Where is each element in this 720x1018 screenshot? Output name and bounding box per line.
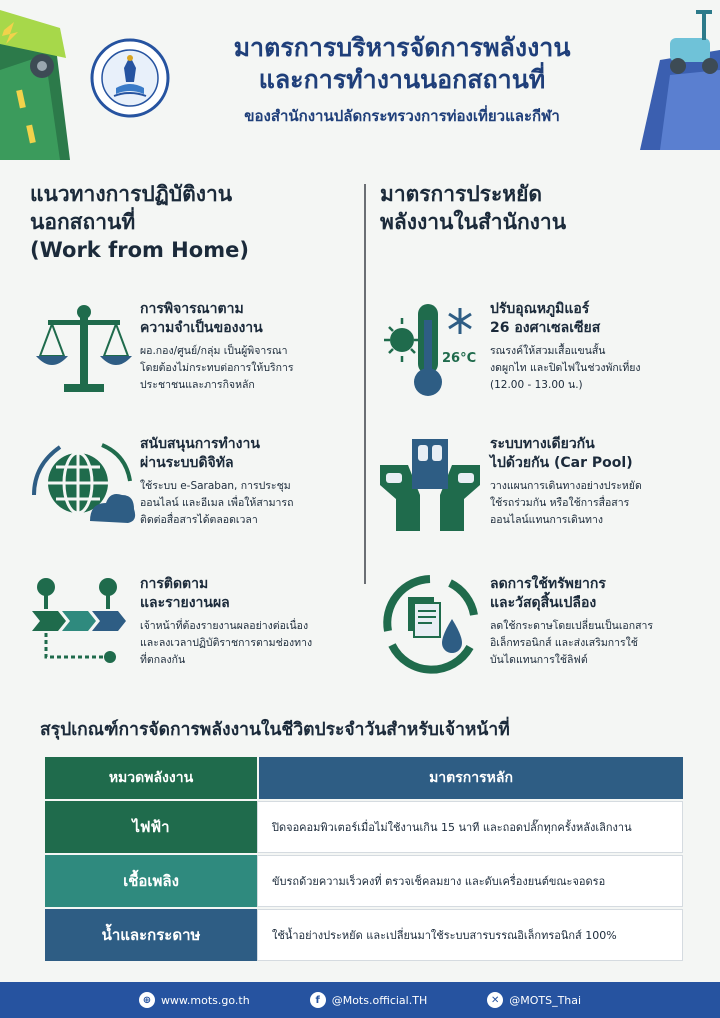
- item-body-line3: ออนไลน์แทนการเดินทาง: [490, 514, 603, 526]
- energy-heading-line2: พลังงานในสำนักงาน: [380, 210, 567, 234]
- energy-item-resources-text: [490, 575, 700, 669]
- item-body-line2: โดยต้องไม่กระทบต่อการให้บริการ: [140, 362, 294, 374]
- footer-x[interactable]: [487, 992, 581, 1008]
- temperature-label: 26°C: [442, 351, 477, 366]
- footer: [0, 982, 720, 1018]
- wfh-item-digital: [30, 435, 350, 545]
- item-title-line1: สนับสนุนการทำงาน: [140, 436, 260, 452]
- page-title-line1: มาตรการบริหารจัดการพลังงาน: [233, 33, 571, 62]
- wfh-heading-line1: แนวทางการปฏิบัติงาน: [30, 182, 233, 206]
- thermometer-icon: [380, 300, 488, 400]
- item-title-line1: ระบบทางเดียวกัน: [490, 436, 595, 452]
- item-title-line2: ผ่านระบบดิจิทัล: [140, 455, 234, 471]
- wfh-heading-line2: นอกสถานที่: [30, 210, 136, 234]
- title-block: [172, 32, 632, 126]
- scooter-illustration-icon: [630, 0, 720, 150]
- energy-heading-line1: มาตรการประหยัด: [380, 182, 543, 206]
- wfh-heading-line3: (Work from Home): [30, 238, 249, 262]
- table-header: [45, 757, 683, 799]
- row-measure: ขับรถด้วยความเร็วคงที่ ตรวจเช็คลมยาง และดับเครื่องยนต์ขณะจอดรอ: [257, 855, 683, 907]
- summary-title: สรุปเกณฑ์การจัดการพลังงานในชีวิตประจำวันสำหรับเจ้าหน้าที่: [40, 720, 510, 740]
- x-icon: ✕: [487, 992, 503, 1008]
- table-row: [45, 909, 683, 961]
- document-water-icon: [380, 575, 488, 675]
- globe-cloud-icon: [30, 435, 138, 535]
- row-category: เชื้อเพลิง: [45, 855, 257, 907]
- footer-website[interactable]: [139, 992, 250, 1008]
- ministry-logo: [90, 38, 170, 118]
- x-link[interactable]: @MOTS_Thai: [509, 993, 582, 1007]
- item-body-line2: งดผูกไท และปิดไฟในช่วงพักเที่ยง: [490, 362, 641, 374]
- wfh-column: [30, 180, 350, 264]
- item-body-line3: (12.00 - 13.00 น.): [490, 379, 583, 391]
- table-row: [45, 855, 683, 907]
- summary-table: [45, 757, 683, 961]
- item-body-line1: ลดใช้กระดาษโดยเปลี่ยนเป็นเอกสาร: [490, 620, 654, 632]
- wfh-item-necessity: [30, 300, 350, 410]
- item-body: [140, 478, 350, 529]
- item-title-line1: ลดการใช้ทรัพยากร: [490, 576, 606, 592]
- item-body-line3: ติดต่อสื่อสารได้ตลอดเวลา: [140, 514, 258, 526]
- item-body-line1: เจ้าหน้าที่ต้องรายงานผลอย่างต่อเนื่อง: [140, 620, 309, 632]
- wfh-item-necessity-text: [140, 300, 350, 394]
- facebook-link[interactable]: @Mots.official.TH: [331, 993, 428, 1007]
- item-title-line2: ความจำเป็นของงาน: [140, 320, 263, 336]
- item-body-line1: วางแผนการเดินทางอย่างประหยัด: [490, 480, 642, 492]
- car-pool-icon: [380, 435, 488, 535]
- energy-column: [380, 180, 700, 236]
- energy-item-carpool: [380, 435, 700, 545]
- item-title-line1: ปรับอุณหภูมิแอร์: [490, 301, 590, 317]
- scales-icon: [30, 300, 138, 400]
- item-body-line2: ออนไลน์ และอีเมล เพื่อให้สามารถ: [140, 497, 294, 509]
- wfh-item-report-text: [140, 575, 350, 669]
- item-title-line1: การติดตาม: [140, 576, 209, 592]
- row-measure: ปิดจอคอมพิวเตอร์เมื่อไม่ใช้งานเกิน 15 นาที และถอดปลั๊กทุกครั้งหลังเลิกงาน: [257, 801, 683, 853]
- row-category: น้ำและกระดาษ: [45, 909, 257, 961]
- item-body: [490, 478, 700, 529]
- item-body-line1: รณรงค์ให้สวมเสื้อแขนสั้น: [490, 345, 606, 357]
- item-body: [490, 618, 700, 669]
- page-subtitle: ของสำนักงานปลัดกระทรวงการท่องเที่ยวและกีฬา: [244, 107, 560, 125]
- item-title-line1: การพิจารณาตาม: [140, 301, 244, 317]
- website-link[interactable]: www.mots.go.th: [160, 993, 250, 1007]
- item-title-line2: และรายงานผล: [140, 595, 230, 611]
- row-measure: ใช้น้ำอย่างประหยัด และเปลี่ยนมาใช้ระบบสารบรรณอิเล็กทรอนิกส์ 100%: [257, 909, 683, 961]
- item-body-line3: บันไดแทนการใช้ลิฟต์: [490, 654, 588, 666]
- wfh-item-report: [30, 575, 350, 685]
- header: [0, 0, 720, 160]
- item-body-line1: ใช้ระบบ e-Saraban, การประชุม: [140, 480, 291, 492]
- row-category: ไฟฟ้า: [45, 801, 257, 853]
- item-body-line3: ประชาชนและภารกิจหลัก: [140, 379, 255, 391]
- header-measure: มาตรการหลัก: [257, 757, 683, 799]
- item-title-line2: ไปด้วยกัน (Car Pool): [490, 455, 633, 471]
- wfh-item-digital-text: [140, 435, 350, 529]
- energy-item-resources: [380, 575, 700, 685]
- item-body: [140, 343, 350, 394]
- progress-flow-icon: [30, 575, 138, 675]
- facebook-icon: f: [310, 992, 326, 1008]
- energy-item-carpool-text: [490, 435, 700, 529]
- content-columns: [30, 170, 695, 690]
- item-body-line2: และลงเวลาปฏิบัติราชการตามช่องทาง: [140, 637, 313, 649]
- page-title-line2: และการทำงานนอกสถานที่: [258, 65, 546, 94]
- item-title-line2: และวัสดุสิ้นเปลือง: [490, 595, 597, 611]
- item-body-line2: อิเล็กทรอนิกส์ และส่งเสริมการใช้: [490, 637, 638, 649]
- car-road-illustration-icon: [0, 0, 80, 160]
- header-category: หมวดพลังงาน: [45, 757, 257, 799]
- footer-facebook[interactable]: [310, 992, 428, 1008]
- item-body: [490, 343, 700, 394]
- item-body: [140, 618, 350, 669]
- item-body-line2: ใช้รถร่วมกัน หรือใช้การสื่อสาร: [490, 497, 630, 509]
- energy-item-aircon-text: [490, 300, 700, 394]
- globe-icon: ⊕: [139, 992, 155, 1008]
- item-title-line2: 26 องศาเซลเซียส: [490, 320, 601, 336]
- column-divider: [364, 184, 366, 584]
- item-body-line3: ที่ตกลงกัน: [140, 654, 186, 666]
- energy-item-aircon: [380, 300, 700, 410]
- table-row: [45, 801, 683, 853]
- item-body-line1: ผอ.กอง/ศูนย์/กลุ่ม เป็นผู้พิจารณา: [140, 345, 288, 357]
